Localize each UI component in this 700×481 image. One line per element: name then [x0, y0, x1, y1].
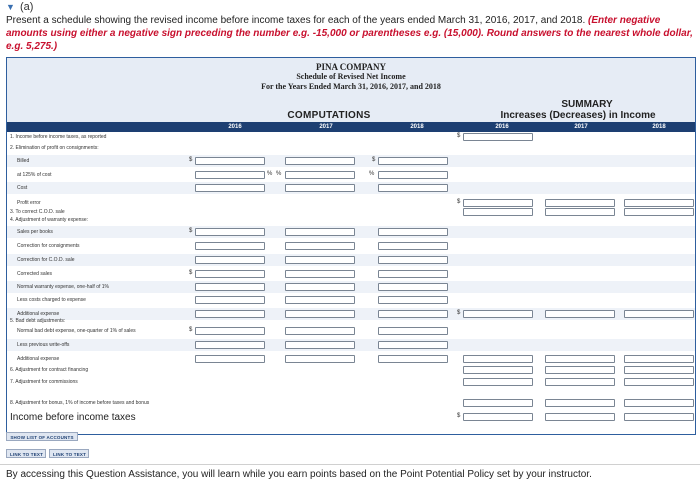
year-header-row [7, 122, 695, 132]
amount-input[interactable] [378, 296, 448, 304]
currency-symbol: $ [189, 157, 193, 163]
amount-input[interactable] [378, 283, 448, 291]
amount-input[interactable] [378, 310, 448, 318]
amount-input[interactable] [378, 256, 448, 264]
summary-subtitle: Increases (Decreases) in Income [500, 110, 656, 121]
currency-symbol: $ [372, 157, 376, 163]
amount-input[interactable] [378, 270, 448, 278]
year-header: 2018 [410, 124, 424, 130]
year-header: 2017 [319, 124, 333, 130]
amount-input[interactable] [378, 242, 448, 250]
amount-input[interactable] [624, 378, 694, 386]
amount-input[interactable] [378, 327, 448, 335]
row-label: Correction for C.O.D. sale [17, 257, 75, 263]
amount-input[interactable] [285, 341, 355, 349]
row-label: Normal warranty expense, one-half of 1% [17, 284, 109, 290]
instructions-text: Present a schedule showing the revised income before income taxes for each of the years ended March 31, 2016, 2017, and 2018. [6, 15, 586, 26]
currency-symbol: $ [189, 327, 193, 333]
row-label: Sales per books [17, 229, 53, 235]
amount-input[interactable] [195, 171, 265, 179]
amount-input[interactable] [624, 199, 694, 207]
amount-input[interactable] [545, 366, 615, 374]
row-label: at 125% of cost [17, 172, 52, 178]
row-label: Normal bad debt expense, one-quarter of 1% of sales [17, 328, 136, 334]
row-label: 3. To correct C.O.D. sale [10, 209, 65, 215]
amount-input[interactable] [285, 296, 355, 304]
part-label[interactable] [6, 1, 33, 13]
amount-input[interactable] [545, 208, 615, 216]
amount-input[interactable] [378, 184, 448, 192]
amount-input[interactable] [463, 208, 533, 216]
row-label: Less previous write-offs [17, 342, 70, 348]
row-label: 2. Elimination of profit on consignments: [10, 145, 99, 151]
row-label: Profit error [17, 200, 41, 206]
amount-input[interactable] [463, 366, 533, 374]
amount-input[interactable] [285, 171, 355, 179]
show-list-of-accounts-button[interactable]: SHOW LIST OF ACCOUNTS [6, 432, 78, 441]
amount-input[interactable] [463, 378, 533, 386]
year-header: 2016 [228, 124, 242, 130]
footer-divider [0, 464, 700, 465]
policy-text: By accessing this Question Assistance, you will learn while you earn points based on the Point Potential Policy set by your instructor. [6, 469, 592, 480]
row-label: Additional expense [17, 356, 60, 362]
amount-input[interactable] [463, 399, 533, 407]
row-label: Corrected sales [17, 271, 53, 277]
amount-input[interactable] [195, 184, 265, 192]
row-label: 4. Adjustment of warranty expense: [10, 217, 89, 223]
amount-input[interactable] [378, 228, 448, 236]
amount-input[interactable] [285, 228, 355, 236]
amount-input[interactable] [545, 310, 615, 318]
amount-input[interactable] [545, 199, 615, 207]
amount-input[interactable] [285, 242, 355, 250]
currency-symbol: $ [457, 133, 461, 139]
amount-input[interactable] [195, 228, 265, 236]
amount-input[interactable] [378, 341, 448, 349]
amount-input[interactable] [463, 413, 533, 421]
amount-input[interactable] [285, 270, 355, 278]
summary-title: SUMMARY [561, 99, 613, 110]
collapse-triangle-icon[interactable]: ▼ [6, 2, 15, 12]
currency-symbol: $ [457, 310, 461, 316]
amount-input[interactable] [285, 256, 355, 264]
row-label: 8. Adjustment for bonus, 1% of income before taxes and bonus [10, 400, 150, 406]
part-label-text: (a) [19, 1, 34, 13]
amount-input[interactable] [285, 310, 355, 318]
company-name: PINA COMPANY [315, 62, 387, 72]
amount-input[interactable] [624, 310, 694, 318]
amount-input[interactable] [624, 413, 694, 421]
instructions-emphasis: (Enter negative amounts using either a negative sign preceding the number e.g. -15,000 or parentheses e.g. (15,000). Round answers to the nearest whole dollar, e.g. 5,275.) [6, 15, 693, 52]
percent-symbol: % [369, 171, 375, 177]
currency-symbol: $ [189, 228, 193, 234]
schedule-title: Schedule of Revised Net Income [296, 72, 406, 81]
row-label: 6. Adjustment for contract financing [10, 367, 89, 373]
year-header: 2016 [495, 124, 509, 130]
instructions [6, 14, 696, 53]
amount-input[interactable] [285, 184, 355, 192]
amount-input[interactable] [195, 270, 265, 278]
amount-input[interactable] [545, 355, 615, 363]
amount-input[interactable] [378, 355, 448, 363]
currency-symbol: $ [457, 199, 461, 205]
amount-input[interactable] [195, 283, 265, 291]
amount-input[interactable] [195, 256, 265, 264]
amount-input[interactable] [285, 283, 355, 291]
amount-input[interactable] [545, 413, 615, 421]
row-label: 7. Adjustment for commissions [10, 379, 78, 385]
year-header: 2018 [652, 124, 666, 130]
amount-input[interactable] [195, 355, 265, 363]
amount-input[interactable] [463, 310, 533, 318]
amount-input[interactable] [545, 378, 615, 386]
link-to-text-button-2[interactable]: LINK TO TEXT [49, 449, 89, 458]
amount-input[interactable] [195, 296, 265, 304]
amount-input[interactable] [624, 399, 694, 407]
amount-input[interactable] [624, 208, 694, 216]
percent-symbol: % [267, 171, 273, 177]
amount-input[interactable] [285, 157, 355, 165]
row-label: Billed [17, 158, 30, 164]
amount-input[interactable] [624, 355, 694, 363]
amount-input[interactable] [463, 355, 533, 363]
row-label: 5. Bad debt adjustments: [10, 318, 66, 324]
computations-title: COMPUTATIONS [287, 110, 371, 121]
amount-input[interactable] [624, 366, 694, 374]
currency-symbol: $ [189, 270, 193, 276]
amount-input[interactable] [378, 157, 448, 165]
amount-input[interactable] [463, 133, 533, 141]
row-label: Correction for consignments [17, 243, 80, 249]
amount-input[interactable] [545, 399, 615, 407]
row-label: Cost [17, 185, 28, 191]
amount-input[interactable] [285, 327, 355, 335]
amount-input[interactable] [285, 355, 355, 363]
sheet-header [7, 58, 695, 122]
amount-input[interactable] [378, 171, 448, 179]
amount-input[interactable] [195, 341, 265, 349]
currency-symbol: $ [457, 413, 461, 419]
link-to-text-button-1[interactable]: LINK TO TEXT [6, 449, 46, 458]
amount-input[interactable] [195, 157, 265, 165]
schedule-sheet [6, 57, 696, 435]
percent-symbol: % [276, 171, 282, 177]
row-label: Income before income taxes [10, 412, 136, 423]
year-header: 2017 [574, 124, 588, 130]
amount-input[interactable] [195, 327, 265, 335]
row-label: Less costs charged to expense [17, 297, 86, 303]
amount-input[interactable] [195, 310, 265, 318]
amount-input[interactable] [463, 199, 533, 207]
row-label: 1. Income before income taxes, as reported [10, 134, 107, 140]
row-label: Additional expense [17, 311, 60, 317]
period-title: For the Years Ended March 31, 2016, 2017, and 2018 [261, 82, 441, 91]
amount-input[interactable] [195, 242, 265, 250]
